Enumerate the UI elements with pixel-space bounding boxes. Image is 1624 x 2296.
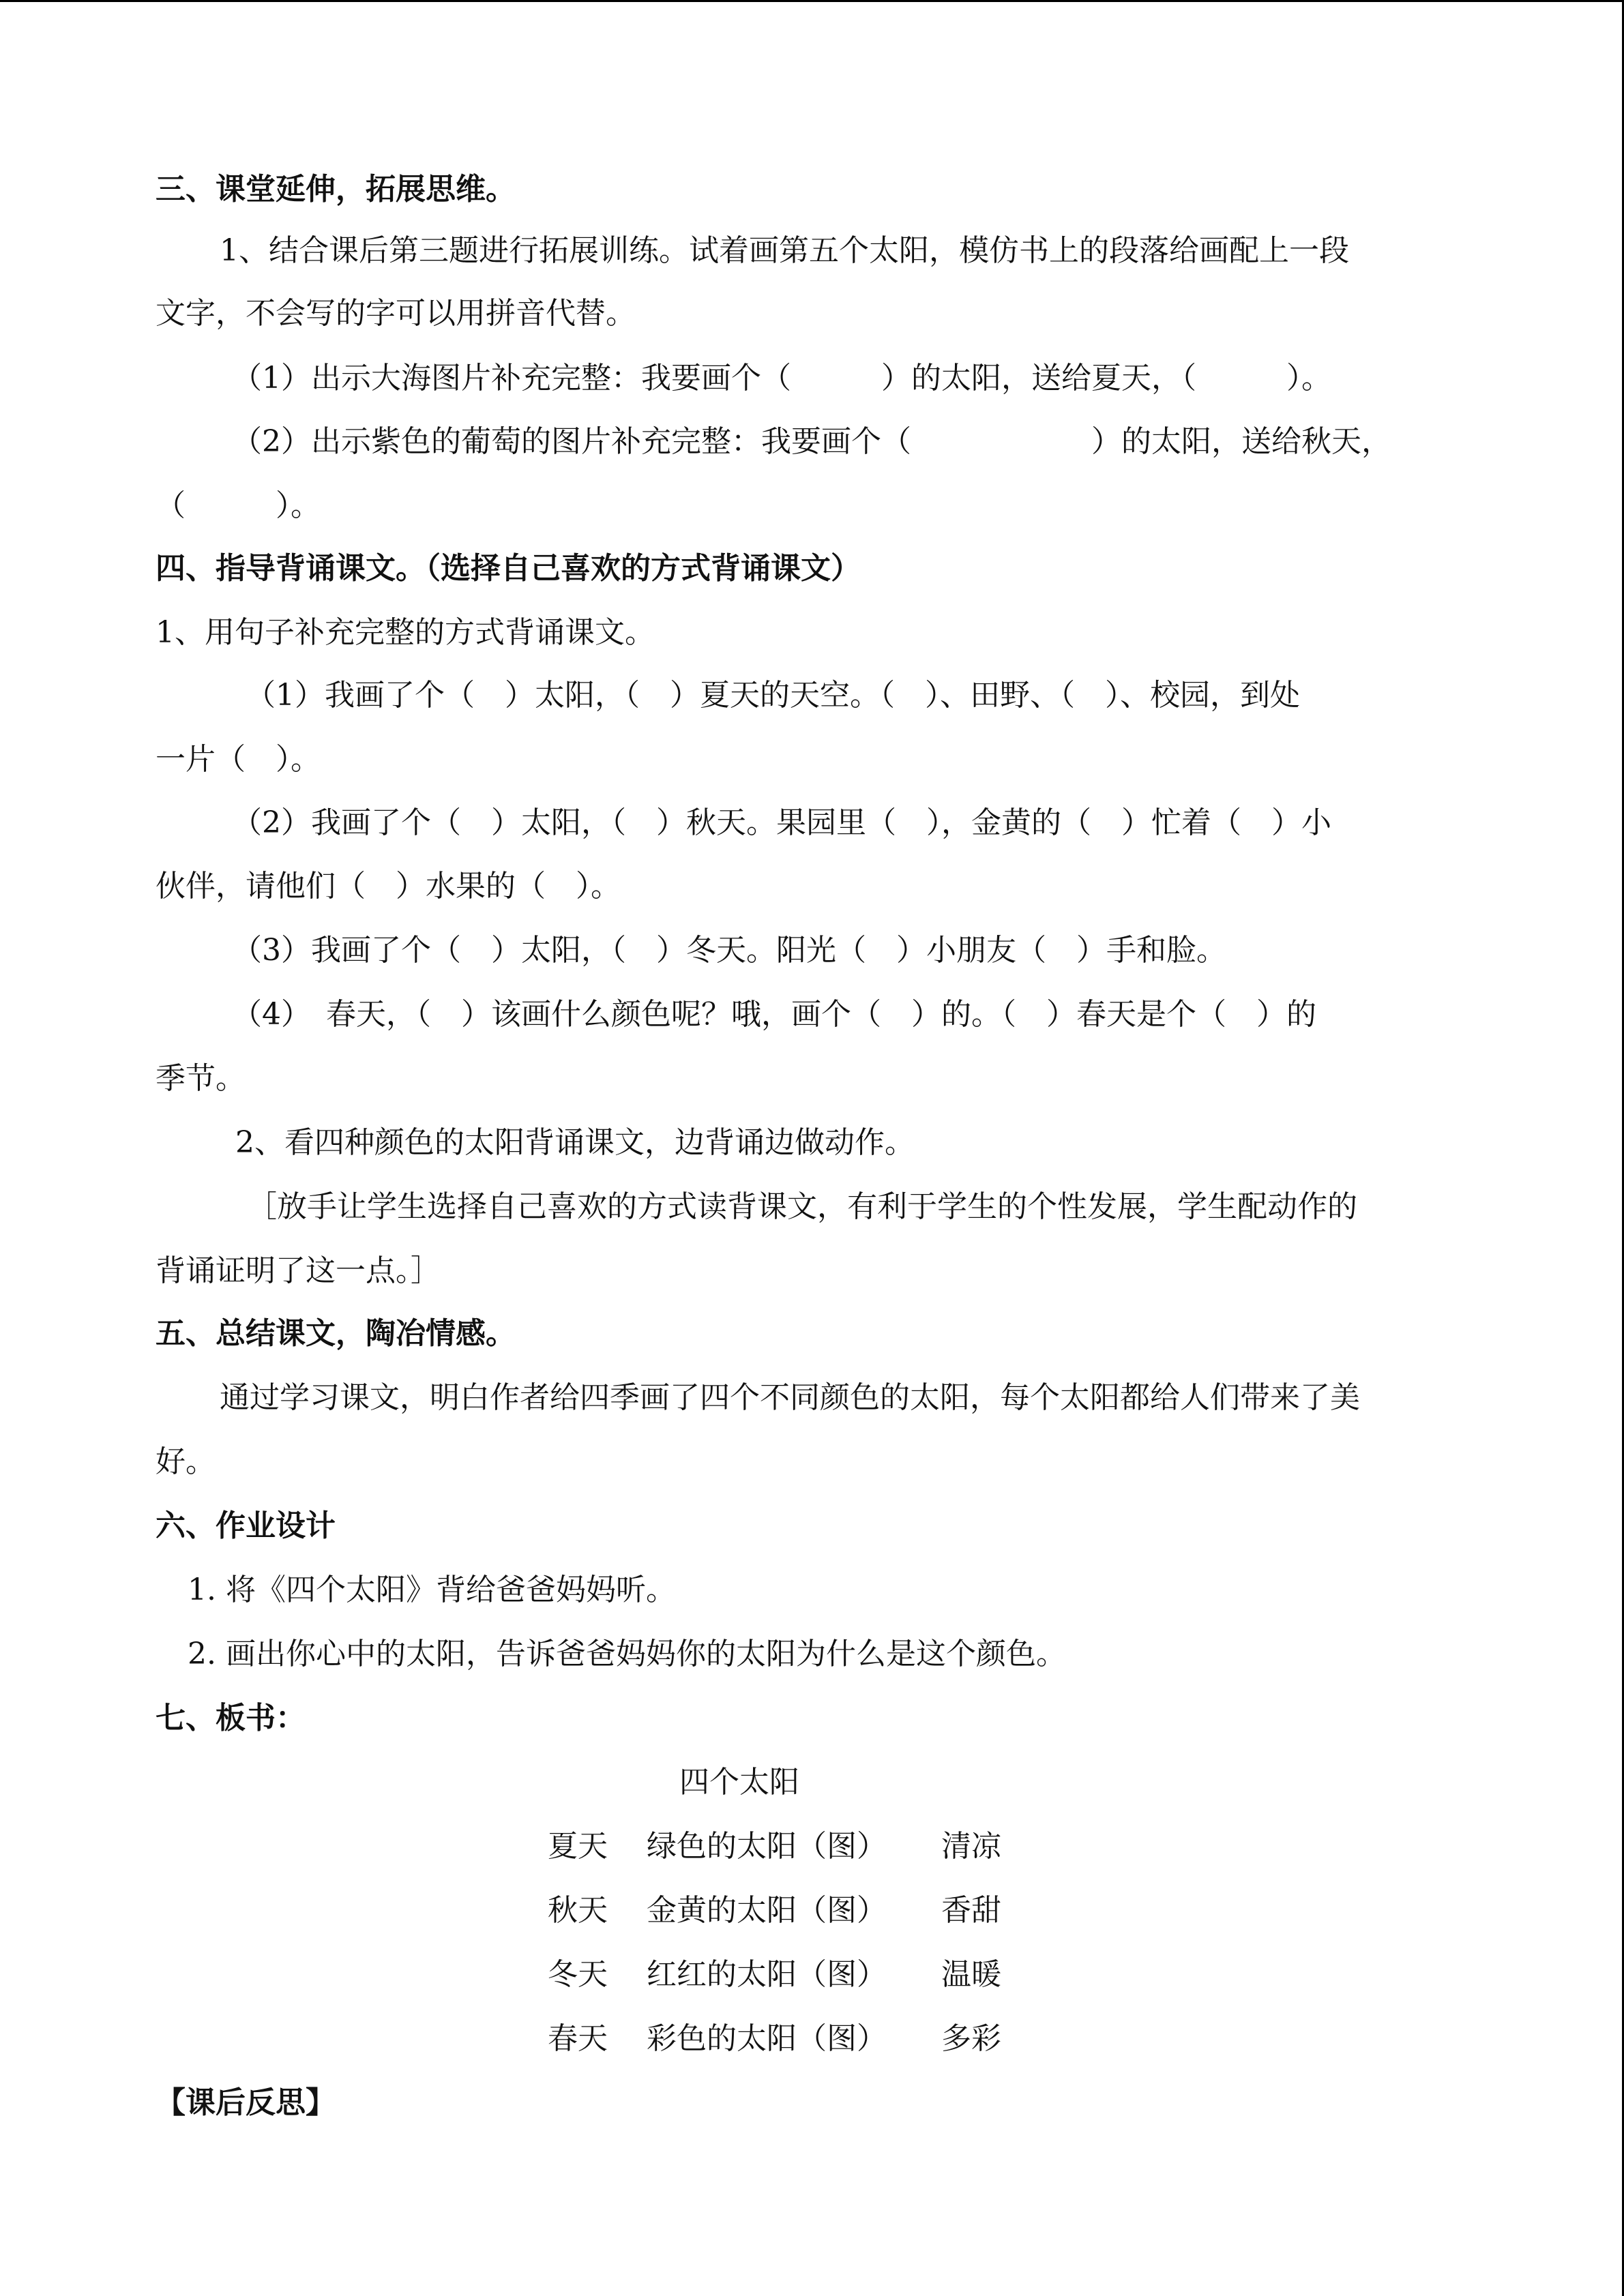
section-6-heading: 六、作业设计 — [156, 1508, 336, 1543]
section-4-heading: 四、指导背诵课文。（选择自己喜欢的方式背诵课文） — [156, 551, 861, 586]
board-sun: 彩色的太阳（图） — [647, 2021, 887, 2056]
section-4-question-3: （3）我画了个（ ）太阳，（ ）冬天。阳光（ ）小朋友（ ）手和脸。 — [232, 933, 1226, 968]
section-4-note-line-2: 背诵证明了这一点。］ — [156, 1253, 441, 1288]
section-4-question-2-line-1: （2）我画了个（ ）太阳，（ ）秋天。果园里（ ），金黄的（ ）忙着（ ）小 — [232, 805, 1331, 840]
section-5-paragraph-line-2: 好。 — [156, 1444, 216, 1479]
board-feeling: 清凉 — [941, 1829, 1001, 1864]
board-sun: 红红的太阳（图） — [647, 1957, 887, 1992]
homework-item-1: 1. 将《四个太阳》背给爸爸妈妈听。 — [188, 1572, 676, 1607]
section-3-heading: 三、课堂延伸，拓展思维。 — [156, 172, 516, 207]
board-feeling: 香甜 — [941, 1893, 1001, 1928]
section-3-prompt-2-line-1: （2）出示紫色的葡萄的图片补充完整：我要画个（ ）的太阳，送给秋天， — [232, 424, 1391, 459]
homework-item-2: 2. 画出你心中的太阳，告诉爸爸妈妈你的太阳为什么是这个颜色。 — [188, 1637, 1066, 1671]
section-3-prompt-1: （1）出示大海图片补充完整：我要画个（ ）的太阳，送给夏天，（ ）。 — [232, 361, 1331, 396]
section-4-question-2-line-2: 伙伴，请他们（ ）水果的（ ）。 — [156, 869, 621, 904]
section-3-paragraph-1-line-2: 文字，不会写的字可以用拼音代替。 — [156, 296, 636, 331]
board-season: 夏天 — [548, 1829, 608, 1864]
section-4-paragraph-1: 1、用句子补充完整的方式背诵课文。 — [156, 615, 655, 650]
board-title: 四个太阳 — [679, 1765, 799, 1800]
section-4-question-4-line-2: 季节。 — [156, 1061, 246, 1096]
section-4-paragraph-2: 2、看四种颜色的太阳背诵课文，边背诵边做动作。 — [235, 1125, 915, 1160]
section-7-heading: 七、板书： — [156, 1701, 306, 1735]
board-sun: 绿色的太阳（图） — [647, 1829, 887, 1864]
board-season: 冬天 — [548, 1957, 608, 1992]
reflection-heading: 【课后反思】 — [156, 2085, 336, 2120]
section-4-note-line-1: ［放手让学生选择自己喜欢的方式读背课文，有利于学生的个性发展，学生配动作的 — [247, 1189, 1357, 1224]
section-4-question-1-line-2: 一片（ ）。 — [156, 742, 321, 777]
section-5-paragraph-line-1: 通过学习课文，明白作者给四季画了四个不同颜色的太阳，每个太阳都给人们带来了美 — [220, 1380, 1360, 1415]
section-5-heading: 五、总结课文，陶冶情感。 — [156, 1316, 516, 1351]
section-3-paragraph-1-line-1: 1、结合课后第三题进行拓展训练。试着画第五个太阳，模仿书上的段落给画配上一段 — [220, 233, 1349, 268]
section-4-question-1-line-1: （1）我画了个（ ）太阳，（ ）夏天的天空。（ ）、田野、（ ）、校园，到处 — [246, 678, 1300, 713]
board-feeling: 多彩 — [941, 2021, 1001, 2056]
board-sun: 金黄的太阳（图） — [647, 1893, 887, 1928]
board-season: 春天 — [548, 2021, 608, 2056]
board-season: 秋天 — [548, 1893, 608, 1928]
section-3-prompt-2-line-2: （ ）。 — [156, 488, 321, 523]
section-4-question-4-line-1: （4） 春天，（ ）该画什么颜色呢？哦，画个（ ）的。（ ）春天是个（ ）的 — [232, 997, 1316, 1032]
board-feeling: 温暖 — [941, 1957, 1001, 1992]
